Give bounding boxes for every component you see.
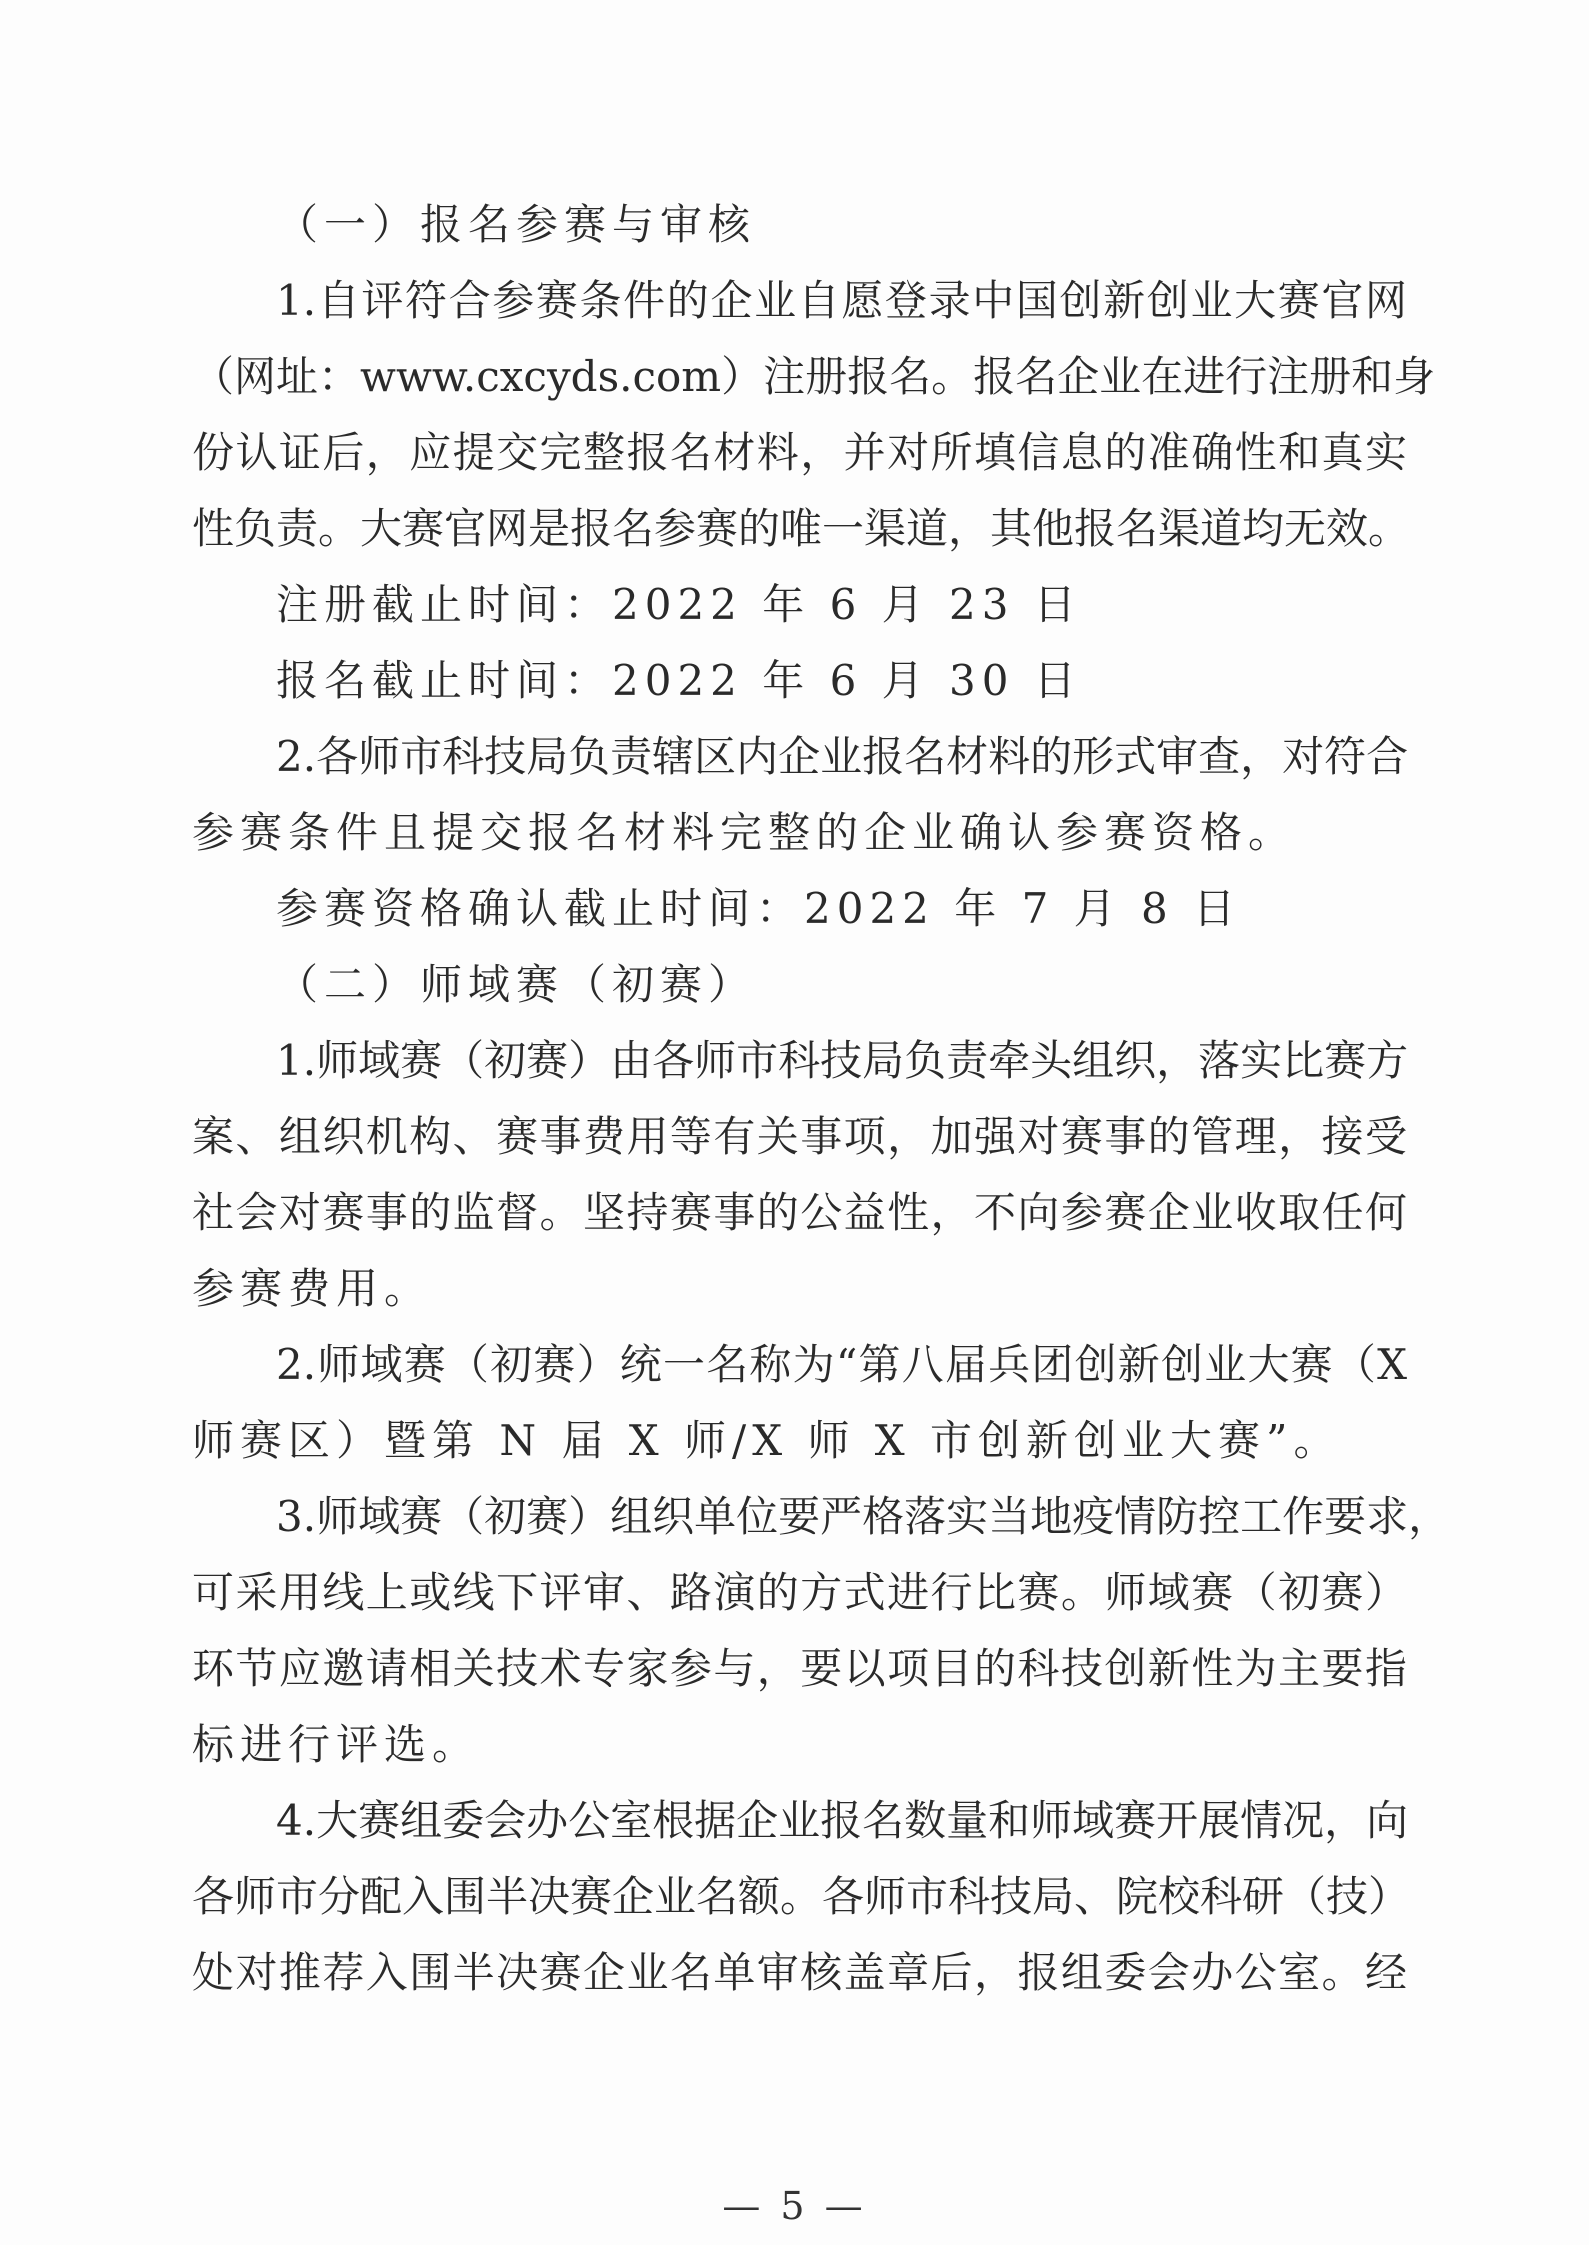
paragraph-line: 案、组织机构、赛事费用等有关事项，加强对赛事的管理，接受 [192, 1112, 1407, 1161]
signup-deadline: 报名截止时间：2022 年 6 月 30 日 [276, 656, 1082, 705]
registration-deadline: 注册截止时间：2022 年 6 月 23 日 [276, 580, 1082, 629]
paragraph-line: 师赛区）暨第 N 届 X 师/X 师 X 市创新创业大赛”。 [192, 1416, 1342, 1465]
paragraph-line: 2.各师市科技局负责辖区内企业报名材料的形式审查，对符合 [276, 732, 1409, 781]
page-number: — 5 — [722, 2184, 867, 2228]
paragraph-line: （网址：www.cxcyds.com）注册报名。报名企业在进行注册和身 [192, 352, 1436, 401]
paragraph-line: 3.师域赛（初赛）组织单位要严格落实当地疫情防控工作要求， [276, 1492, 1451, 1541]
paragraph-line: 处对推荐入围半决赛企业名单审核盖章后，报组委会办公室。经 [192, 1948, 1407, 1997]
section-heading-preliminary: （二）师域赛（初赛） [276, 960, 757, 1009]
paragraph-line: 社会对赛事的监督。坚持赛事的公益性，不向参赛企业收取任何 [192, 1188, 1407, 1237]
paragraph-line: 环节应邀请相关技术专家参与，要以项目的科技创新性为主要指 [192, 1644, 1407, 1693]
paragraph-line: 1.师域赛（初赛）由各师市科技局负责牵头组织，落实比赛方 [276, 1036, 1409, 1085]
paragraph-line: 4.大赛组委会办公室根据企业报名数量和师域赛开展情况，向 [276, 1796, 1409, 1845]
paragraph-line: 1.自评符合参赛条件的企业自愿登录中国创新创业大赛官网 [276, 276, 1407, 325]
paragraph-line: 参赛费用。 [192, 1264, 433, 1313]
qualification-deadline: 参赛资格确认截止时间：2022 年 7 月 8 日 [276, 884, 1242, 933]
paragraph-line: 份认证后，应提交完整报名材料，并对所填信息的准确性和真实 [192, 428, 1407, 477]
paragraph-line: 标进行评选。 [192, 1720, 481, 1769]
section-heading-registration: （一）报名参赛与审核 [276, 200, 757, 249]
document-body [192, 200, 1451, 2024]
paragraph-line: 2.师域赛（初赛）统一名称为“第八届兵团创新创业大赛（X [276, 1340, 1407, 1389]
paragraph-line: 性负责。大赛官网是报名参赛的唯一渠道，其他报名渠道均无效。 [192, 504, 1411, 553]
paragraph-line: 可采用线上或线下评审、路演的方式进行比赛。师域赛（初赛） [192, 1568, 1407, 1617]
paragraph-line: 参赛条件且提交报名材料完整的企业确认参赛资格。 [192, 808, 1297, 857]
paragraph-line: 各师市分配入围半决赛企业名额。各师市科技局、院校科研（技） [192, 1872, 1411, 1921]
